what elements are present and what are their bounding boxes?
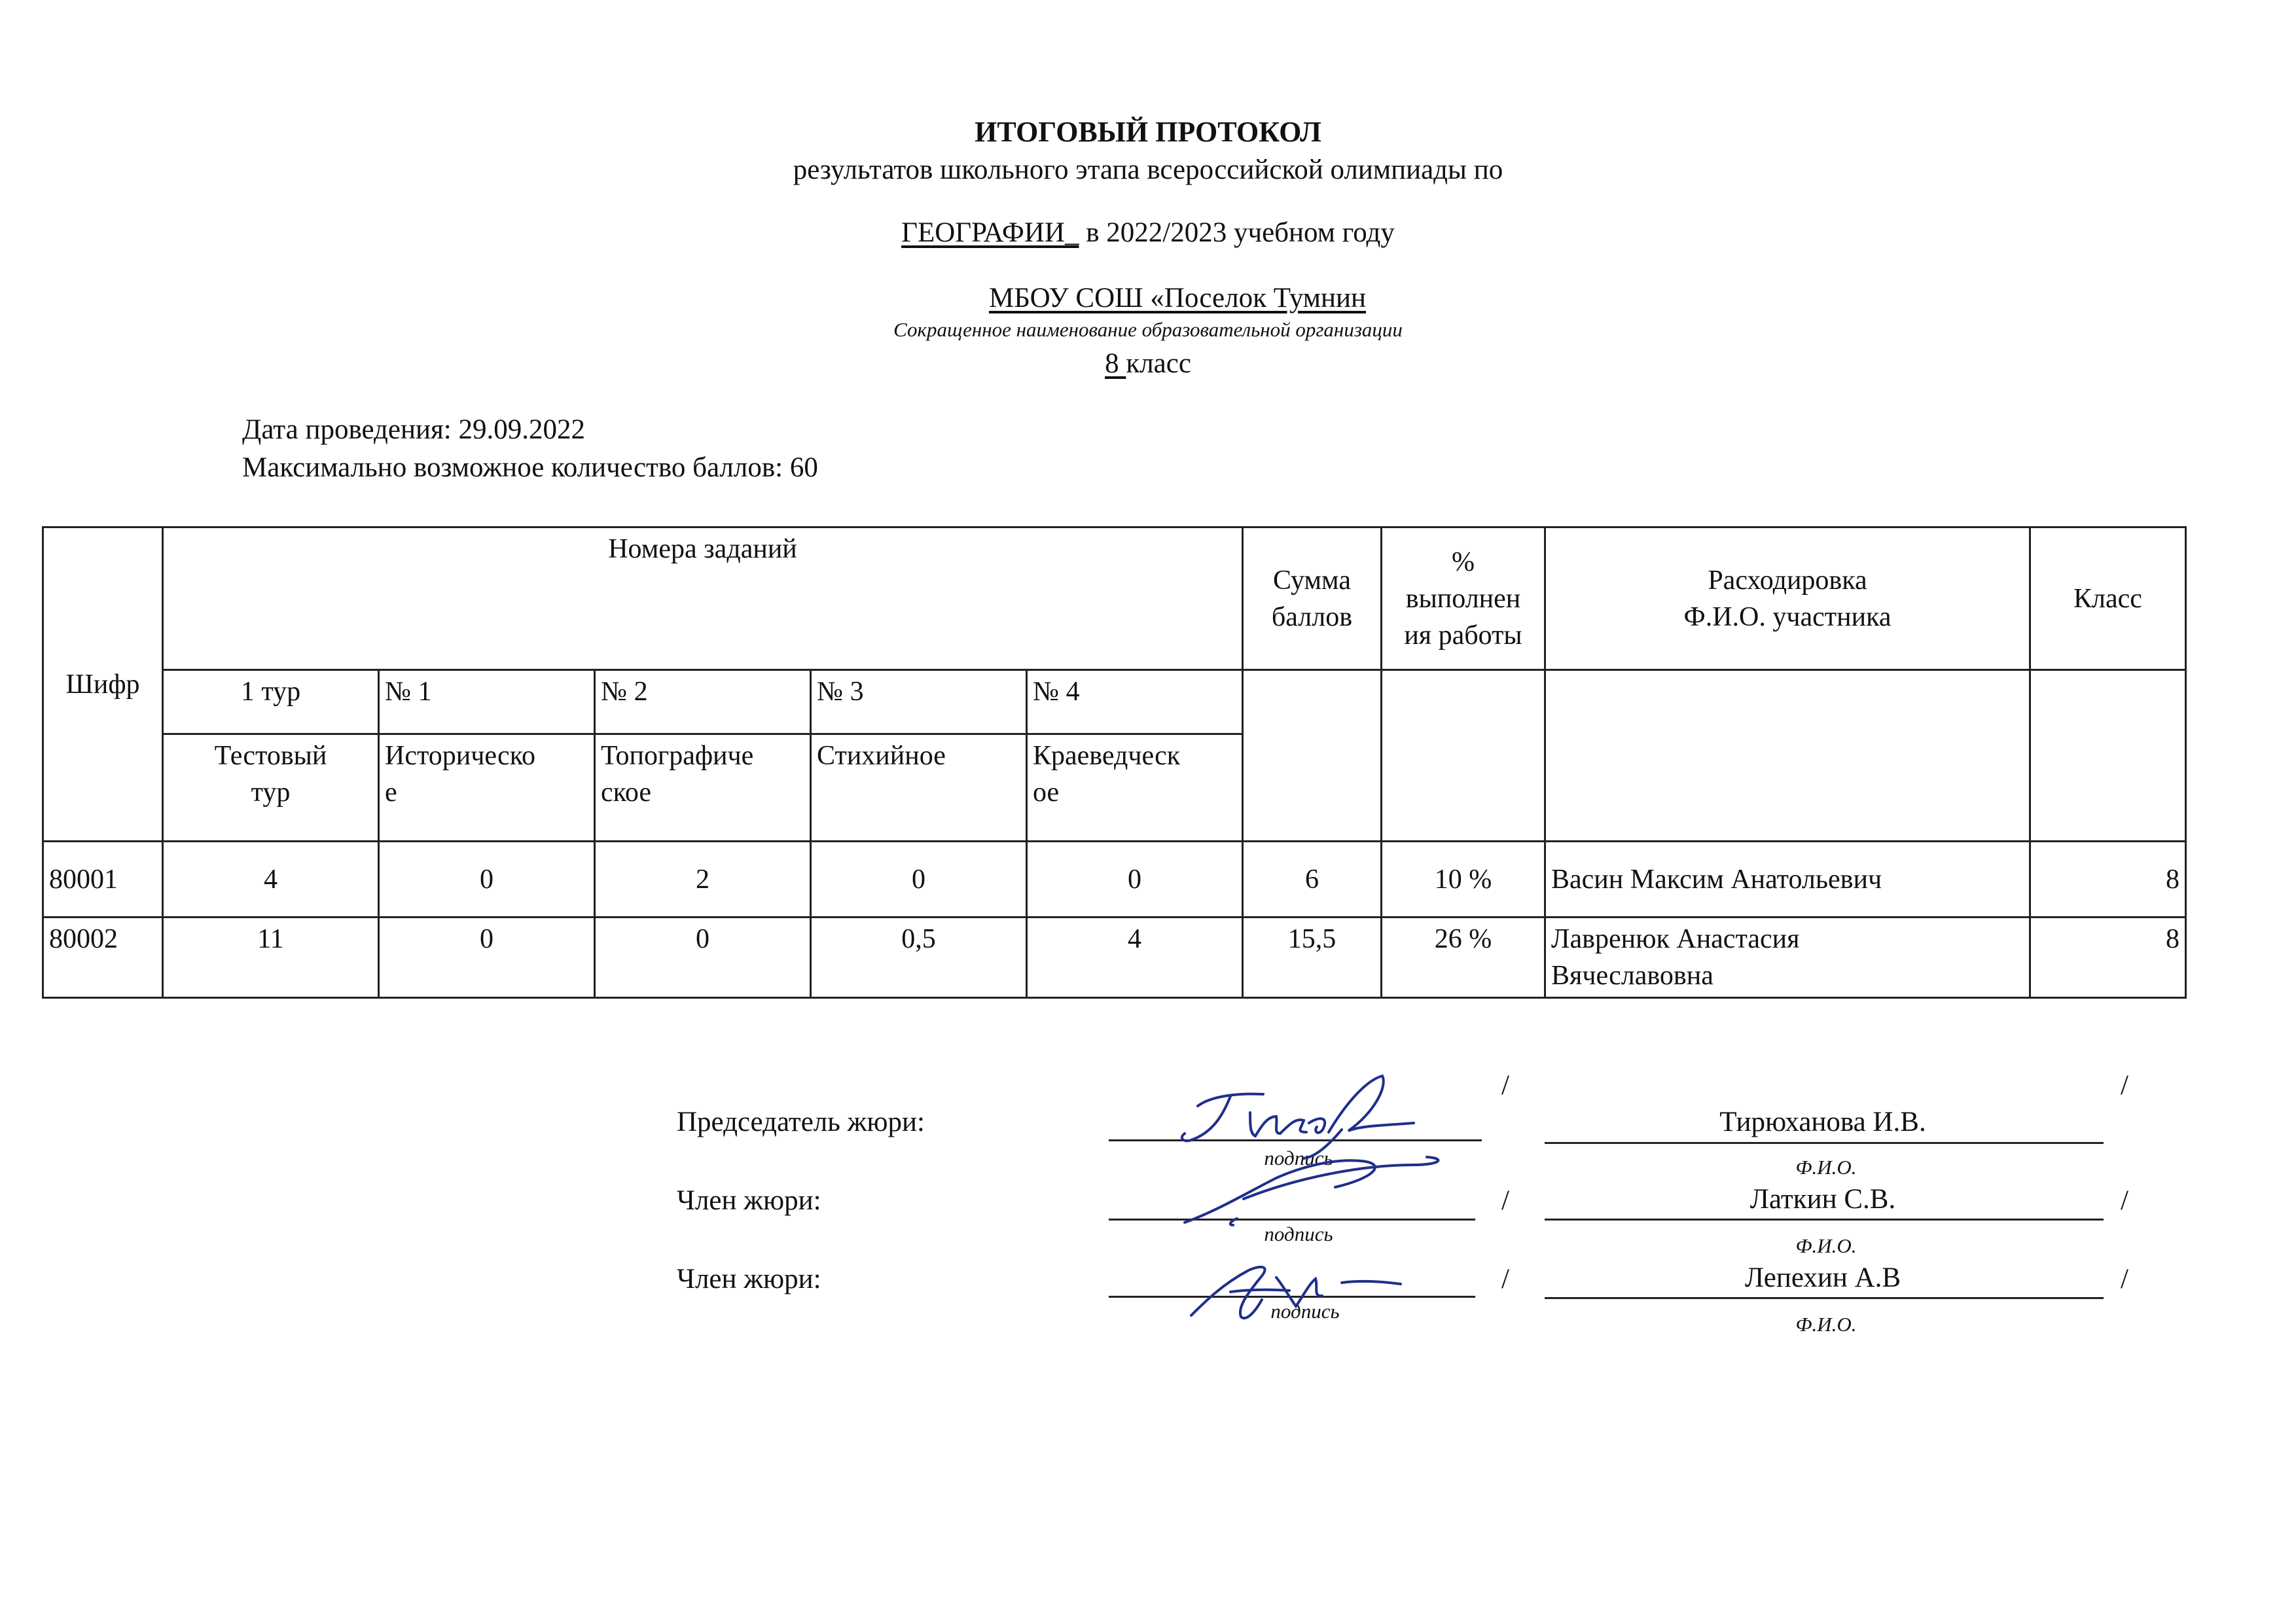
table-row <box>43 918 2186 998</box>
class-number: 8 <box>1105 348 1126 379</box>
header-row <box>43 527 2186 670</box>
row-2-class: 8 <box>2030 918 2186 998</box>
row-2-participant-name <box>1545 918 2030 998</box>
decoding-blank-cell <box>1545 670 2030 842</box>
slash-member-1-right: / <box>2121 1185 2128 1216</box>
name-line-member-1 <box>1545 1219 2104 1221</box>
task-type-4-line-1: Стихийное <box>817 741 946 771</box>
task-type-2-line-2: е <box>385 777 397 808</box>
percent-blank-cell <box>1382 670 1545 842</box>
name-caption-member-1: Ф.И.О. <box>1795 1234 1857 1257</box>
percent-header-line-3: ия работы <box>1404 620 1522 651</box>
slash-chairman-right: / <box>2121 1070 2128 1101</box>
name-caption-chairman: Ф.И.О. <box>1795 1156 1857 1179</box>
jury-name-chairman: Тирюханова И.В. <box>1719 1107 1926 1137</box>
task-numbers-header: Номера заданий <box>163 527 1243 670</box>
row-2-score-2: 0 <box>379 918 595 998</box>
row-2-name-line-1: Лавренюк Анастасия <box>1551 924 1800 954</box>
academic-year: в 2022/2023 учебном году <box>1079 217 1395 248</box>
subject-name: ГЕОГРАФИИ_ <box>901 217 1079 248</box>
row-1-score-4: 0 <box>811 842 1027 918</box>
slash-member-1-left: / <box>1501 1185 1509 1216</box>
signature-caption-member-1: подпись <box>1264 1222 1333 1245</box>
task-type-2-line-1: Историческо <box>385 741 535 771</box>
jury-role-member-1: Член жюри: <box>677 1185 821 1216</box>
signature-member-2-svg <box>1178 1243 1427 1329</box>
task-type-cell-2 <box>379 734 595 842</box>
percent-header-line-2: выполнен <box>1405 583 1521 614</box>
class-word: класс <box>1126 348 1191 379</box>
percent-header <box>1382 527 1545 670</box>
round-cell-2: № 1 <box>379 670 595 734</box>
row-2-sum: 15,5 <box>1243 918 1382 998</box>
row-1-class: 8 <box>2030 842 2186 918</box>
task-type-5-line-1: Краеведческ <box>1033 741 1181 771</box>
decoding-header <box>1545 527 2030 670</box>
protocol-subtitle: результатов школьного этапа всероссийской олимпиады по <box>793 154 1503 185</box>
row-2-percent: 26 % <box>1382 918 1545 998</box>
sum-header <box>1243 527 1382 670</box>
protocol-title: ИТОГОВЫЙ ПРОТОКОЛ <box>975 116 1321 148</box>
signature-member-1-svg <box>1165 1139 1518 1230</box>
task-type-cell-4 <box>811 734 1027 842</box>
row-1-score-1: 4 <box>163 842 379 918</box>
signature-caption-chairman: подпись <box>1264 1147 1333 1169</box>
task-type-cell-5 <box>1027 734 1243 842</box>
round-cell-5: № 4 <box>1027 670 1243 734</box>
round-cell-4: № 3 <box>811 670 1027 734</box>
signature-member-1-image <box>1165 1139 1518 1230</box>
slash-member-2-right: / <box>2121 1264 2128 1294</box>
round-cell-3: № 2 <box>595 670 811 734</box>
row-1-score-5: 0 <box>1027 842 1243 918</box>
class-header: Класс <box>2030 527 2186 670</box>
sum-blank-cell <box>1243 670 1382 842</box>
school-line <box>0 279 2296 318</box>
row-1-cipher: 80001 <box>43 842 163 918</box>
subject-line <box>0 213 2296 253</box>
row-2-name-line-2: Вячеславовна <box>1551 961 1713 991</box>
jury-name-member-1: Латкин С.В. <box>1749 1184 1896 1215</box>
slash-chairman-left: / <box>1501 1070 1509 1101</box>
task-type-3-line-2: ское <box>601 777 652 808</box>
task-type-cell-3 <box>595 734 811 842</box>
name-line-chairman <box>1545 1142 2104 1144</box>
row-2-score-3: 0 <box>595 918 811 998</box>
event-date: Дата проведения: 29.09.2022 <box>242 414 585 445</box>
slash-member-2-left: / <box>1501 1264 1509 1294</box>
percent-header-line-1: % <box>1452 546 1475 577</box>
row-1-score-2: 0 <box>379 842 595 918</box>
row-1-sum: 6 <box>1243 842 1382 918</box>
jury-role-member-2: Член жюри: <box>677 1264 821 1294</box>
task-type-1-line-1: Тестовый <box>214 741 327 771</box>
row-2-score-5: 4 <box>1027 918 1243 998</box>
row-2-cipher: 80002 <box>43 918 163 998</box>
row-2-score-4: 0,5 <box>811 918 1027 998</box>
row-2-score-1: 11 <box>163 918 379 998</box>
task-type-3-line-1: Топографиче <box>601 741 754 771</box>
task-type-cell-1 <box>163 734 379 842</box>
name-line-member-2 <box>1545 1297 2104 1299</box>
decoding-header-line-2: Ф.И.О. участника <box>1683 601 1892 632</box>
sum-header-line-1: Сумма <box>1273 565 1351 596</box>
sum-header-line-2: баллов <box>1271 601 1353 632</box>
max-score: Максимально возможное количество баллов: 60 <box>242 452 818 483</box>
jury-name-member-2: Лепехин А.В <box>1744 1262 1901 1293</box>
task-type-5-line-2: ое <box>1033 777 1060 808</box>
table-row <box>43 842 2186 918</box>
class-line <box>0 344 2296 383</box>
jury-role-chairman: Председатель жюри: <box>677 1107 925 1137</box>
cipher-header: Шифр <box>43 527 163 842</box>
decoding-header-line-1: Расходировка <box>1708 565 1867 596</box>
row-1-percent: 10 % <box>1382 842 1545 918</box>
results-table <box>42 526 2187 999</box>
school-name: МБОУ СОШ «Поселок Тумнин <box>988 283 1367 313</box>
row-1-score-3: 2 <box>595 842 811 918</box>
task-type-1-line-2: тур <box>251 777 291 808</box>
class-blank-cell <box>2030 670 2186 842</box>
round-cell-1: 1 тур <box>163 670 379 734</box>
name-caption-member-2: Ф.И.О. <box>1795 1313 1857 1336</box>
row-1-participant-name: Васин Максим Анатольевич <box>1545 842 2030 918</box>
signature-caption-member-2: подпись <box>1270 1300 1340 1323</box>
school-caption: Сокращенное наименование образовательной организации <box>893 318 1403 341</box>
rounds-row <box>43 670 2186 734</box>
signature-member-2-image <box>1178 1243 1427 1329</box>
